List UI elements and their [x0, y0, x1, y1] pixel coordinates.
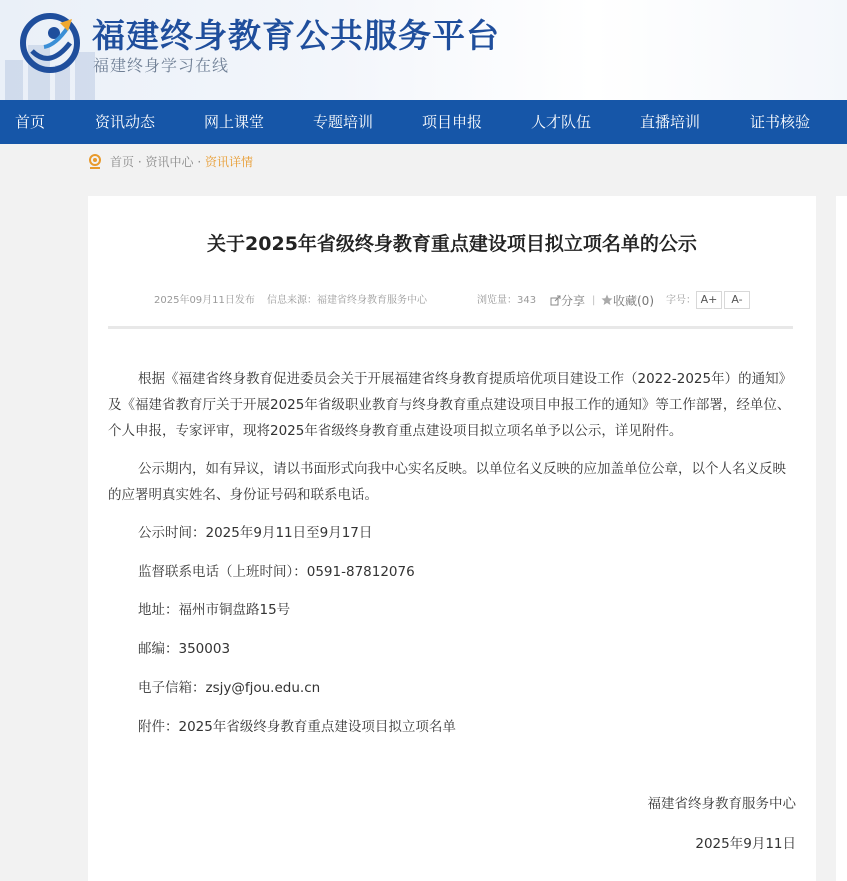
nav-item-live-training[interactable]: 直播培训 [640, 113, 701, 131]
star-icon [601, 294, 613, 306]
nav-item-project-apply[interactable]: 项目申报 [422, 113, 483, 131]
nav-item-online-class[interactable]: 网上课堂 [204, 113, 265, 131]
side-panel [836, 196, 847, 881]
publish-date: 2025年09月11日发布 [154, 295, 255, 306]
share-button[interactable] [550, 293, 585, 309]
signature: 福建省终身教育服务中心 [647, 796, 796, 812]
publicity-period: 公示时间：2025年9月11日至9月17日 [138, 525, 373, 541]
address: 地址：福州市铜盘路15号 [138, 602, 291, 618]
breadcrumb-separator: · [197, 155, 202, 169]
article-panel [88, 196, 816, 881]
title-divider [108, 326, 793, 329]
nav-item-cert-verify[interactable]: 证书核验 [750, 113, 811, 131]
share-icon [550, 295, 561, 306]
nav-item-special-training[interactable]: 专题培训 [313, 113, 374, 131]
breadcrumb-current: 资讯详情 [205, 155, 254, 169]
font-size-label: 字号： [666, 295, 696, 306]
breadcrumb-section[interactable]: 资讯中心 [145, 155, 194, 169]
share-label: 分享 [561, 294, 586, 308]
sign-date: 2025年9月11日 [695, 836, 796, 852]
nav-item-news[interactable]: 资讯动态 [95, 113, 156, 131]
breadcrumb-home[interactable]: 首页 [110, 155, 135, 169]
font-decrease-button[interactable]: A- [724, 291, 750, 309]
main-nav [0, 100, 847, 144]
info-source: 信息来源：福建省终身教育服务中心 [267, 295, 427, 306]
article-title: 关于2025年省级终身教育重点建设项目拟立项名单的公示 [207, 233, 697, 255]
attachment-link[interactable]: 附件：2025年省级终身教育重点建设项目拟立项名单 [138, 719, 456, 735]
email: 电子信箱：zsjy@fjou.edu.cn [138, 680, 321, 696]
favorite-label: 收藏(0) [613, 294, 654, 308]
body-paragraph-1: 根据《福建省终身教育促进委员会关于开展福建省终身教育提质培优项目建设工作（2022-2025年）的通知》及《福建省教育厅关于开展2025年省级职业教育与终身教育重点建设项目申报工作的通知》等工作部署，经单位、个人申报，专家评审，现将2025年省级终身教育重点建设项目拟立项名单予以公示，详见附件。 [108, 371, 793, 439]
nav-item-home[interactable]: 首页 [15, 113, 46, 131]
font-increase-button[interactable]: A+ [696, 291, 722, 309]
site-title[interactable]: 福建终身教育公共服务平台 [92, 16, 500, 55]
postcode: 邮编：350003 [138, 641, 231, 657]
meta-divider: | [592, 295, 596, 306]
view-count: 浏览量：343 [477, 295, 537, 306]
body-paragraph-2: 公示期内，如有异议，请以书面形式向我中心实名反映。以单位名义反映的应加盖单位公章，以个人名义反映的应署明真实姓名、身份证号码和联系电话。 [108, 461, 786, 503]
breadcrumb-separator: · [137, 155, 142, 169]
location-pin-icon [88, 154, 102, 170]
supervision-phone: 监督联系电话（上班时间）：0591-87812076 [138, 564, 415, 580]
site-subtitle: 福建终身学习在线 [93, 56, 230, 75]
site-header [0, 0, 847, 100]
favorite-button[interactable] [601, 293, 654, 309]
nav-item-talent-team[interactable]: 人才队伍 [531, 113, 592, 131]
site-logo-icon[interactable] [20, 13, 80, 73]
